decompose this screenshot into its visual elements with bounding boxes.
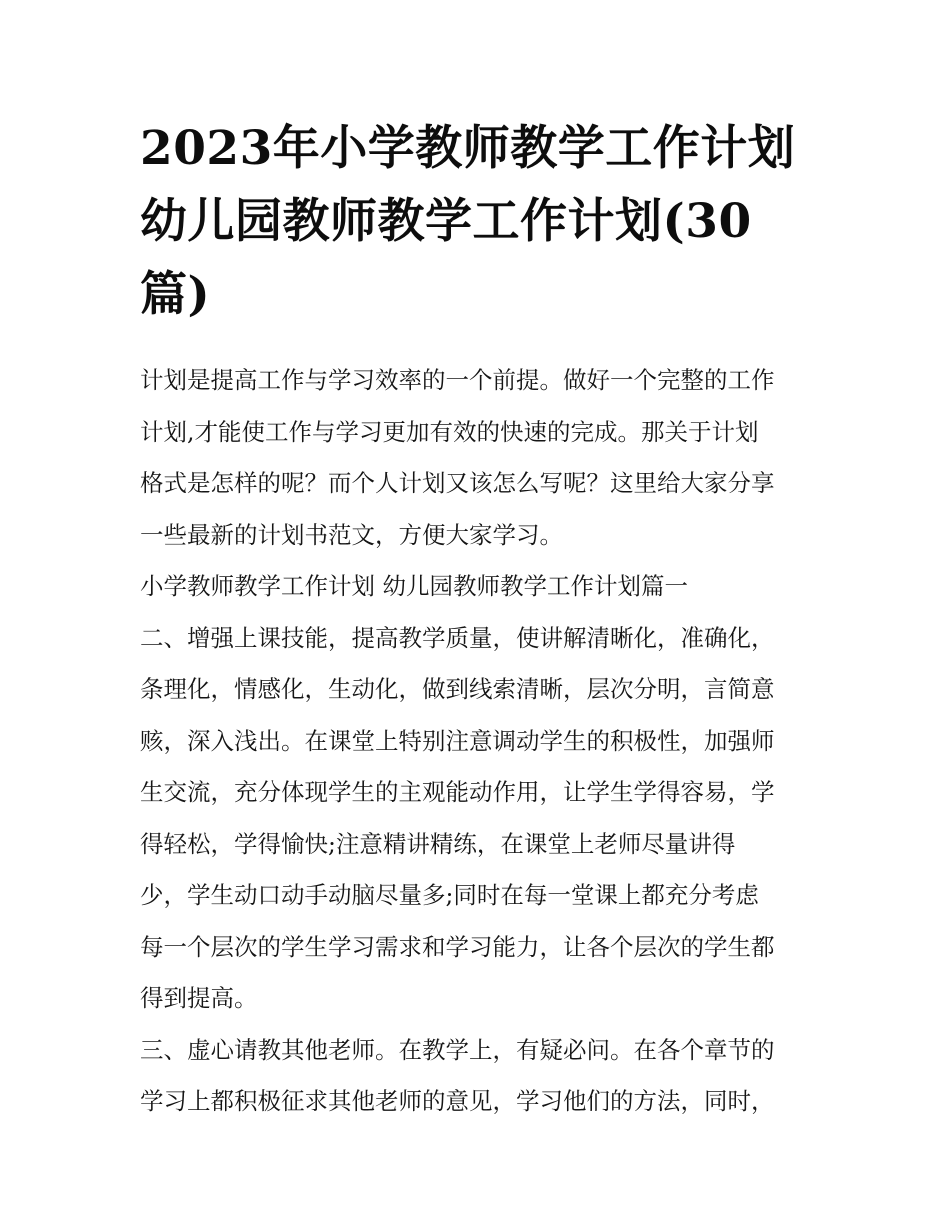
body-line: 每一个层次的学生学习需求和学习能力，让各个层次的学生都 [140, 932, 775, 961]
document-title [140, 112, 830, 331]
body-line: 计划,才能使工作与学习更加有效的快速的完成。那关于计划 [140, 417, 759, 446]
body-line: 生交流，充分体现学生的主观能动作用，让学生学得容易，学 [140, 778, 775, 806]
body-line: 赅，深入浅出。在课堂上特别注意调动学生的积极性，加强师 [140, 726, 775, 755]
title-line: 2023年小学教师教学工作计划 [140, 121, 796, 176]
title-line: 篇) [140, 267, 211, 322]
body-line: 条理化，情感化，生动化，做到线索清晰，层次分明，言简意 [140, 675, 775, 703]
body-line: 一些最新的计划书范文，方便大家学习。 [140, 520, 563, 549]
body-line: 三、虚心请教其他老师。在教学上，有疑必问。在各个章节的 [140, 1035, 775, 1064]
title-line: 幼儿园教师教学工作计划(30 [140, 194, 752, 249]
body-line: 计划是提高工作与学习效率的一个前提。做好一个完整的工作 [140, 366, 775, 394]
body-line: 少，学生动口动手动脑尽量多;同时在每一堂课上都充分考虑 [140, 881, 759, 909]
document-body [140, 355, 830, 1128]
body-line: 二、增强上课技能，提高教学质量，使讲解清晰化，准确化， [140, 623, 775, 652]
body-line: 得轻松，学得愉快;注意精讲精练，在课堂上老师尽量讲得 [140, 829, 736, 858]
body-line: 格式是怎样的呢？而个人计划又该怎么写呢？这里给大家分享 [140, 469, 775, 497]
body-line: 学习上都积极征求其他老师的意见，学习他们的方法，同时， [140, 1087, 775, 1115]
body-line: 得到提高。 [140, 984, 258, 1012]
section-heading: 小学教师教学工作计划 幼儿园教师教学工作计划篇一 [140, 572, 688, 600]
